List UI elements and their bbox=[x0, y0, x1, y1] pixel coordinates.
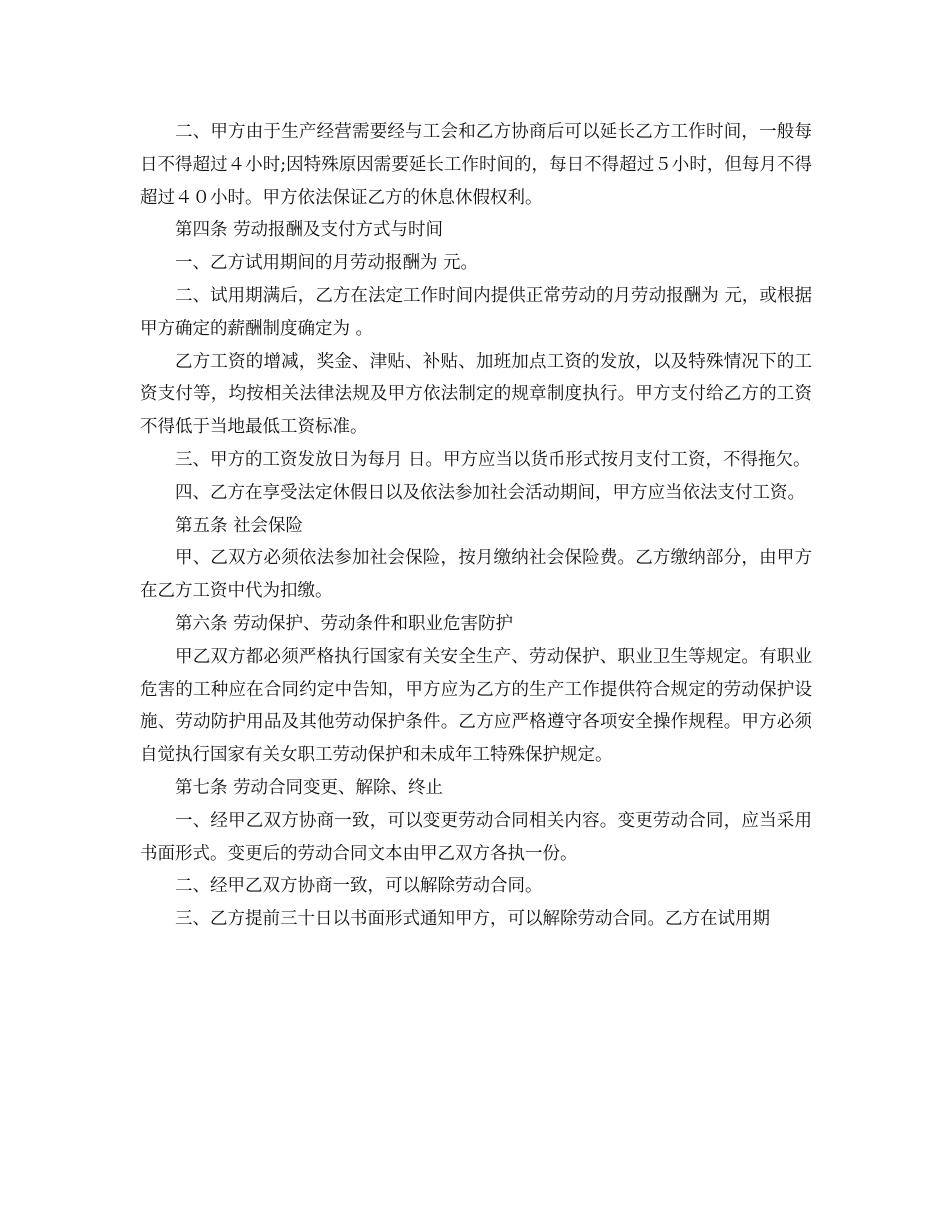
article-7-heading: 第七条 劳动合同变更、解除、终止 bbox=[175, 777, 444, 798]
paragraph-regular-pay: 二、试用期满后，乙方在法定工作时间内提供正常劳动的月劳动报酬为 元，或根据甲方确定的薪酬制度确定为 。 bbox=[140, 285, 812, 339]
paragraph-contract-change: 一、经甲乙双方协商一致，可以变更劳动合同相关内容。变更劳动合同，应当采用书面形式。变更后的劳动合同文本由甲乙双方各执一份。 bbox=[140, 810, 812, 864]
paragraph-holiday-pay: 四、乙方在享受法定休假日以及依法参加社会活动期间，甲方应当依法支付工资。 bbox=[175, 482, 805, 503]
article-6-heading: 第六条 劳动保护、劳动条件和职业危害防护 bbox=[175, 613, 514, 634]
article-4-heading: 第四条 劳动报酬及支付方式与时间 bbox=[175, 220, 444, 241]
paragraph-employee-notice: 三、乙方提前三十日以书面形式通知甲方，可以解除劳动合同。乙方在试用期 bbox=[175, 909, 770, 930]
paragraph-mutual-termination: 二、经甲乙双方协商一致，可以解除劳动合同。 bbox=[175, 876, 543, 897]
paragraph-social-insurance: 甲、乙双方必须依法参加社会保险，按月缴纳社会保险费。乙方缴纳部分，由甲方在乙方工资中代为扣缴。 bbox=[140, 548, 812, 602]
paragraph-overtime-limits: 二、甲方由于生产经营需要经与工会和乙方协商后可以延长乙方工作时间，一般每日不得超过４小时;因特殊原因需要延长工作时间的，每日不得超过５小时，但每月不得超过４０小时。甲方依法保证乙方的休息休假权利。 bbox=[140, 122, 812, 208]
document-body bbox=[140, 116, 812, 936]
paragraph-wage-adjustments: 乙方工资的增减，奖金、津贴、补贴、加班加点工资的发放，以及特殊情况下的工资支付等，均按相关法律法规及甲方依法制定的规章制度执行。甲方支付给乙方的工资不得低于当地最低工资标准。 bbox=[140, 351, 812, 438]
paragraph-labor-protection: 甲乙双方都必须严格执行国家有关安全生产、劳动保护、职业卫生等规定。有职业危害的工种应在合同约定中告知，甲方应为乙方的生产工作提供符合规定的劳动保护设施、劳动防护用品及其他劳动保护条件。乙方应严格遵守各项安全操作规程。甲方必须自觉执行国家有关女职工劳动保护和未成年工特殊保护规定。 bbox=[140, 646, 812, 766]
paragraph-probation-pay: 一、乙方试用期间的月劳动报酬为 元。 bbox=[175, 253, 479, 274]
paragraph-payday: 三、甲方的工资发放日为每月 日。甲方应当以货币形式按月支付工资，不得拖欠。 bbox=[175, 449, 811, 470]
article-5-heading: 第五条 社会保险 bbox=[175, 515, 304, 536]
